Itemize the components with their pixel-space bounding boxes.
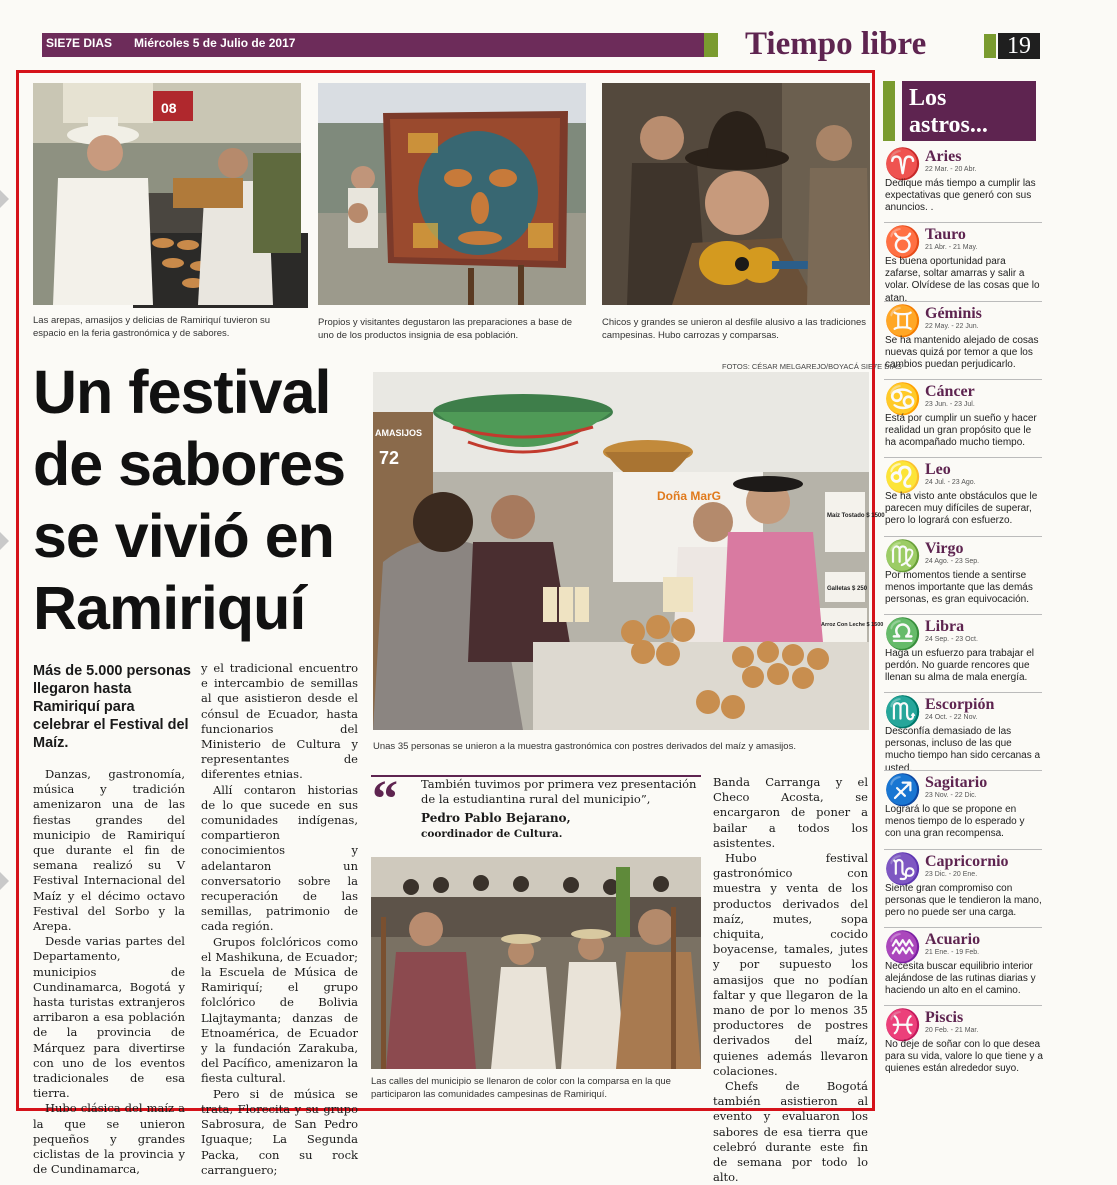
paragraph: Allí contaron historias de lo que sucede en sus comunidades indígenas, compartieron conocimientos y adelantaron un conversatorio sobre la recuperación de las semillas, patrimonio de cada región. — [201, 782, 358, 934]
aquarius-icon: ♒ — [884, 931, 922, 964]
sign-dates: 24 Jul. - 23 Ago. — [925, 479, 976, 486]
divider — [884, 927, 1042, 928]
leo-icon: ♌ — [884, 461, 922, 494]
header-text — [46, 36, 317, 50]
libra-icon: ♎ — [884, 618, 922, 651]
sign-text: No deje de soñar con lo que desea para su vida, valore lo que tiene y a quienes están alrededor suyo. — [885, 1039, 1043, 1075]
divider — [884, 1005, 1042, 1006]
sign-name: Escorpión — [925, 696, 995, 713]
headline — [33, 356, 363, 644]
paragraph: Danzas, gastronomía, música y tradición amenizaron una de las fiestas grandes del municipio de Ramiriquí que durante el fin de semana realizó su V Festival Internacional del Maíz y el décimo octavo Festival del Sorbo y la Arepa. — [33, 767, 185, 934]
headline-line: Un festival — [33, 358, 331, 426]
sign-dates: 21 Abr. - 21 May. — [925, 244, 978, 251]
sign-text: Necesita buscar equilibrio interior alejándose de las rutinas diarias y haciendo un alto en el camino. — [885, 961, 1036, 997]
sign-dates: 23 Dic. - 20 Ene. — [925, 871, 978, 878]
sign-name: Sagitario — [925, 774, 988, 791]
quote-author-role: coordinador de Cultura. — [421, 828, 563, 840]
sign-name: Acuario — [925, 931, 981, 948]
paragraph: Grupos folclóricos como el Mashikuna, de Ecuador; la Escuela de Música de Ramiriquí; el grupo folclórico de Bolivia Llajtaymanta; danzas de Etnoamérica, de Ecuador y la fundación Zarakuba, del Pacífico, amenizaron la fiesta cultural. — [201, 934, 358, 1086]
sign-brand: Doña MarG — [657, 489, 722, 503]
sign-text: Siente gran compromiso con personas que le tendieron la mano, pero no puede ser una carga. — [885, 883, 1042, 919]
sign-text: Logrará lo que se propone en menos tiempo de lo esperado y con una gran recompensa. — [885, 804, 1025, 840]
virgo-icon: ♍ — [884, 540, 922, 573]
article-column-2 — [201, 661, 358, 1178]
astros-title — [902, 81, 1036, 141]
paragraph: Hubo clásica del maíz a la que se unieron pequeños y grandes ciclistas de la provincia y de Cundinamarca, — [33, 1101, 185, 1177]
caption-food-stand: Unas 35 personas se unieron a la muestra gastronómica con postres derivados del maíz y amasijos. — [373, 741, 796, 752]
astros-title-line: Los — [909, 85, 947, 111]
paragraph: y el tradicional encuentro e intercambio de semillas al que asistieron desde el cónsul de Ecuador, hasta funcionarios del Ministerio de Cultura y representantes de diferentes etnias. — [201, 661, 358, 782]
sign-dates: 23 Nov. - 22 Dic. — [925, 792, 977, 799]
astros-title-line: astros... — [909, 112, 988, 138]
page-edge-arrow — [0, 532, 9, 550]
headline-line: se vivió en — [33, 502, 334, 570]
sign-text: Dedique más tiempo a cumplir las expectativas que generó con sus anuncios. . — [885, 178, 1036, 214]
taurus-icon: ♉ — [884, 226, 922, 259]
sign-dates: 21 Ene. - 19 Feb. — [925, 949, 980, 956]
publication-name: SIE7E DIAS — [46, 36, 113, 50]
sign-dates: 22 May. - 22 Jun. — [925, 323, 979, 330]
paragraph: Pero si de música se trata, Florecita y su grupo Sabrosura, de San Pedro Iguaque; La Segunda Packa, con su rock carranguero; — [201, 1086, 358, 1177]
issue-date: Miércoles 5 de Julio de 2017 — [134, 36, 296, 50]
photo-painting — [318, 83, 586, 305]
page-number: 19 — [998, 33, 1040, 59]
sign-stand-number: 72 — [379, 448, 400, 468]
sign-text: Es buena oportunidad para zafarse, soltar amarras y salir a volar. Olvídese de las cosas que lo atan. — [885, 256, 1040, 304]
photo-food-stand — [373, 372, 885, 730]
caption-painting: Propios y visitantes degustaron las preparaciones a base de uno de los productos insignia de esa población. — [318, 317, 573, 341]
article-column-1 — [33, 767, 185, 1177]
photo-boy-guitar — [602, 83, 870, 305]
paragraph: Banda Carranga y el Checo Acosta, se encargaron de poner a bailar a todos los asistentes. — [713, 775, 868, 850]
sign-dates: 22 Mar. - 20 Abr. — [925, 166, 977, 173]
page-edge-arrow — [0, 190, 9, 208]
sign-dates: 20 Feb. - 21 Mar. — [925, 1027, 979, 1034]
sign-name: Virgo — [925, 540, 964, 557]
sign-name: Aries — [925, 148, 962, 165]
divider — [884, 301, 1042, 302]
stand-number: 08 — [161, 100, 177, 116]
price-sign-arroz: Arroz Con Leche $ 1500 — [821, 622, 884, 628]
sign-name: Cáncer — [925, 383, 975, 400]
divider — [884, 379, 1042, 380]
sign-name: Capricornio — [925, 853, 1009, 870]
cancer-icon: ♋ — [884, 383, 922, 416]
divider — [884, 457, 1042, 458]
sign-dates: 24 Sep. - 23 Oct. — [925, 636, 978, 643]
sign-name: Géminis — [925, 305, 982, 322]
photo-credit: FOTOS: CÉSAR MELGAREJO/BOYACÁ SIE7E DIAS — [722, 362, 902, 371]
sign-text: Está por cumplir un sueño y hacer realidad un gran propósito que le ha acompañado mucho tiempo. — [885, 413, 1037, 449]
sign-name: Tauro — [925, 226, 966, 243]
caption-boy-guitar: Chicos y grandes se unieron al desfile alusivo a las tradiciones campesinas. Hubo carrozas y comparsas. — [602, 317, 867, 341]
sign-amasijos: AMASIJOS — [375, 428, 423, 438]
paragraph: Desde varias partes del Departamento, municipios de Cundinamarca, Bogotá y hasta turistas extranjeros arribaron a esa población de la provincia de Márquez para divertirse con uno de los eventos tradicionales de esa tierra. — [33, 934, 185, 1101]
article-deck: Más de 5.000 personas llegaron hasta Ramiriquí para celebrar el Festival del Maíz. — [33, 663, 191, 751]
sign-dates: 24 Ago. - 23 Sep. — [925, 558, 980, 565]
paragraph: Chefs de Bogotá también asistieron al evento y evaluaron los sabores de esa tierra que celebró durante este fin de semana por todo lo alto. — [713, 1079, 868, 1185]
aries-icon: ♈ — [884, 148, 922, 181]
sign-text: Por momentos tiende a sentirse menos importante que las demás personas, es gran equivocación. — [885, 570, 1033, 606]
price-sign-maiz: Maíz Tostado $ 1500 — [827, 513, 885, 519]
page-edge-arrow — [0, 872, 9, 890]
caption-arepas: Las arepas, amasijos y delicias de Ramiriquí tuvieron su espacio en la feria gastronómica y de sabores. — [33, 315, 271, 339]
photo-parade — [371, 857, 701, 1069]
quote-text: También tuvimos por primera vez presentación de la estudiantina rural del municipio”, — [421, 777, 697, 806]
scorpio-icon: ♏ — [884, 696, 922, 729]
divider — [884, 770, 1042, 771]
sign-text: Se ha mantenido alejado de cosas nuevas quizá por temor a que los cambios puedan perjudicarlo. — [885, 335, 1039, 371]
caption-parade: Las calles del municipio se llenaron de color con la comparsa en la que participaron las comunidades campesinas de Ramiriquí. — [371, 1076, 671, 1100]
sign-dates: 24 Oct. - 22 Nov. — [925, 714, 978, 721]
header-accent — [704, 33, 718, 57]
pisces-icon: ♓ — [884, 1009, 922, 1042]
divider — [884, 222, 1042, 223]
paragraph: Hubo festival gastronómico con muestra y venta de los productos derivados del maíz, mutes, sopa chiquita, cocido boyacense, tamales, jutes y por supuesto los amasijos que no podían faltar y que llegaron de la mano de por lo menos 35 productores de postres derivados del maíz, quienes además llevaron colaciones. — [713, 851, 868, 1078]
sign-name: Leo — [925, 461, 951, 478]
price-sign-galletas: Galletas $ 250 — [827, 586, 868, 592]
sign-name: Libra — [925, 618, 965, 635]
divider — [884, 849, 1042, 850]
headline-line: Ramiriquí — [33, 574, 306, 642]
article-column-3 — [713, 775, 868, 1185]
sign-text: Haga un esfuerzo para trabajar el perdón. No guarde rencores que llenan su alma de mala energía. — [885, 648, 1034, 684]
capricorn-icon: ♑ — [884, 853, 922, 886]
divider — [884, 614, 1042, 615]
page-number-accent — [984, 34, 996, 58]
divider — [884, 536, 1042, 537]
sign-text: Se ha visto ante obstáculos que le parecen muy difíciles de superar, pero lo logrará con esfuerzo. — [885, 491, 1038, 527]
sagittarius-icon: ♐ — [884, 774, 922, 807]
section-title: Tiempo libre — [745, 26, 927, 62]
photo-arepas — [33, 83, 301, 305]
divider — [884, 692, 1042, 693]
quote-author: Pedro Pablo Bejarano, — [421, 811, 571, 825]
sign-name: Piscis — [925, 1009, 964, 1026]
sign-text: Desconfía demasiado de las personas, incluso de las que mucho tiempo han sido cercanas a usted. — [885, 726, 1041, 774]
astros-accent — [883, 81, 895, 141]
gemini-icon: ♊ — [884, 305, 922, 338]
headline-line: de sabores — [33, 430, 346, 498]
quote-mark-icon: “ — [372, 771, 398, 828]
sign-dates: 23 Jun. - 23 Jul. — [925, 401, 975, 408]
